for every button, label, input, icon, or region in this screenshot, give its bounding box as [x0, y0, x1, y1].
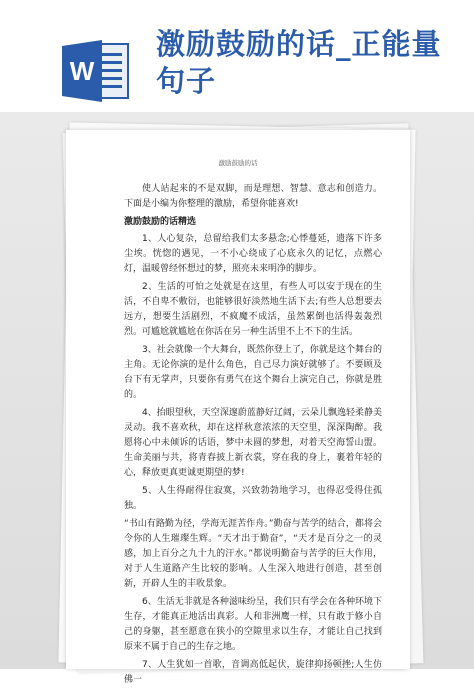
document-header: 激励鼓励的话 [218, 159, 258, 167]
page-title: 激励鼓励的话_正能量句子 [156, 27, 442, 98]
body-paragraph: 2、生活的可怕之处就是在这里，有些人可以安于现在的生活，不自卑不敷衍，也能够很好淡然地生活下去;有些人总想要去远方，想要生活剧烈，不疯魔不成活，虽然累倒也活得轰轰烈烈。可尴尬就尴尬在你活在另一种生活里不上不下的生活。 [124, 282, 382, 337]
body-paragraph: 4、抬眼望秋，天空深邃蔚蓝静好辽阔，云朵儿飘逸轻柔静美灵动。我不喜欢秋，却在这样秋意浓浓的天空里，深深陶醉。我愿将心中未倾诉的话语，梦中未圆的梦想，对着天空海誓山盟。生命美丽与共，将青春披上新衣裳，穿在我的身上，裹着年轻的心，释放更真更诚更期望的梦! [124, 408, 382, 478]
quote-paragraph: “书山有路勤为径，学海无涯苦作舟。”勤奋与苦学的结合，都将会令你的人生璀璨生辉。“天才出于勤奋”，“天才是百分之一的灵感，加上百分之九十九的汗水。”都说明勤奋与苦学的巨大作用，对于人生道路产生比较的影响。人生深入地进行创造，甚至创新，开辟人生的丰收景象。 [124, 519, 382, 589]
banner [0, 0, 474, 120]
word-logo-letter: W [69, 56, 95, 86]
document-page [66, 130, 410, 685]
body-paragraph: 1、人心复杂，总留给我们太多悬念;心悸蔓延，遗落下许多尘埃。恍惚的遇见，一不小心绕成了心底永久的记忆，点燃心灯，温暖曾经怀想过的梦，照亮未来明净的脚步。 [124, 234, 382, 274]
body-paragraph: 3、社会就像一个大舞台，既然你登上了，你就是这个舞台的主角。无论你演的是什么角色，自己尽力演好就够了。不要顾及台下有无掌声，只要你有勇气在这个舞台上演完自己，你就是胜的。 [124, 345, 382, 400]
intro-paragraph: 使人站起来的不是双脚，而是理想、智慧、意志和创造力。下面是小编为你整理的激励，希望你能喜欢! [124, 184, 382, 209]
body-paragraph: 5、人生得耐得住寂寞，兴致勃勃地学习，也得忍受得住孤独。 [124, 486, 382, 511]
document-body [124, 182, 382, 691]
body-paragraph: 6、生活无非就是各种滋味纷呈，我们只有学会在各种环境下生存，才能真正地活出真彩。人和非洲鹰一样，只有敢于修小自己的身躯，甚至愿意在狭小的空隙里求以生存，才能让自己找到原来不属于自己的生存之地。 [124, 597, 382, 652]
word-logo-icon [62, 38, 132, 104]
section-heading: 激励鼓励的话精选 [124, 217, 197, 227]
body-paragraph: 7、人生犹如一首歌，音调高低起伏，旋律抑扬顿挫;人生仿佛一 [124, 660, 382, 685]
